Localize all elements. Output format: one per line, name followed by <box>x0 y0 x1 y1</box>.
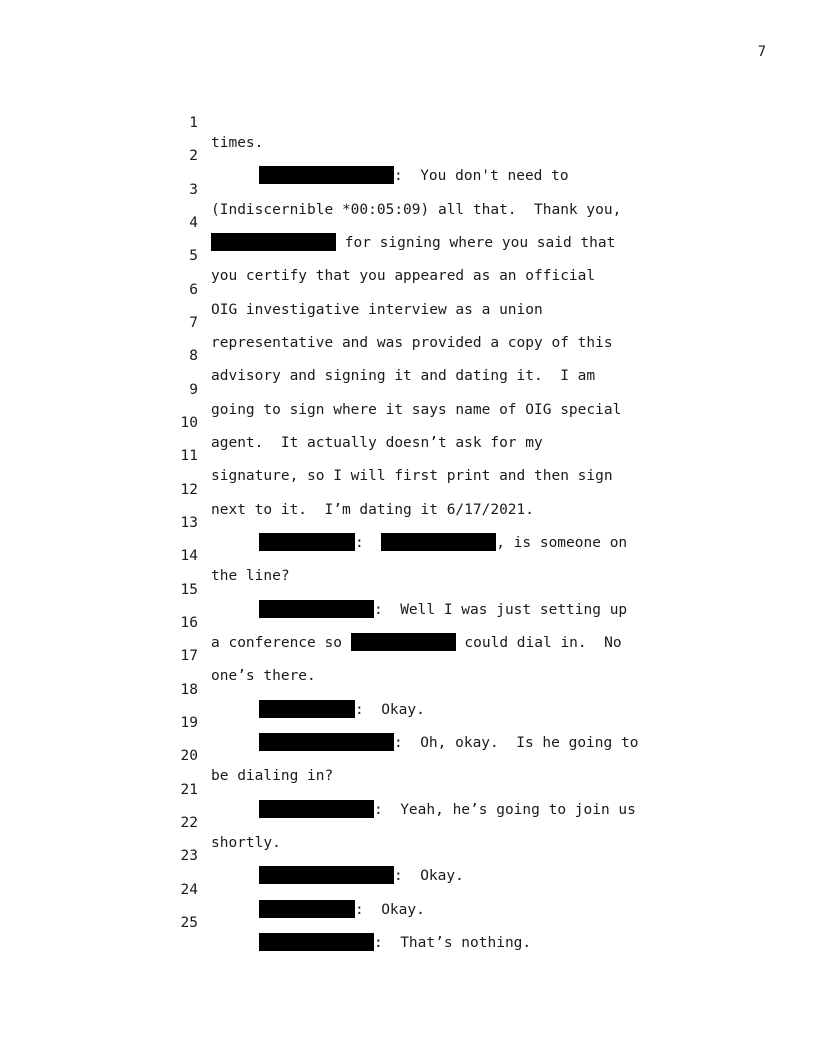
line-number: 25 <box>180 915 198 931</box>
line-text: : Yeah, he’s going to join us <box>374 802 636 818</box>
transcript-line <box>0 393 816 451</box>
line-number: 12 <box>180 482 198 498</box>
line-text: for signing where you said that <box>336 235 616 251</box>
transcript-line <box>0 160 816 218</box>
transcript-line <box>0 360 816 418</box>
transcript-line <box>0 126 816 184</box>
transcript-line <box>0 226 816 284</box>
line-text: going to sign where it says name of OIG special <box>211 402 622 418</box>
line-number: 9 <box>189 382 198 398</box>
transcript-line <box>0 426 816 484</box>
line-text: OIG investigative interview as a union <box>211 302 543 318</box>
line-number: 8 <box>189 348 198 364</box>
transcript-line <box>0 826 816 884</box>
line-text: (Indiscernible *00:05:09) all that. Thank you, <box>211 202 622 218</box>
line-number: 21 <box>180 782 198 798</box>
transcript-line <box>0 860 816 918</box>
transcript-line <box>0 260 816 318</box>
transcript-line <box>0 793 816 851</box>
transcript-line <box>0 893 816 951</box>
transcript-line <box>0 526 816 584</box>
line-number: 22 <box>180 815 198 831</box>
line-text: : Oh, okay. Is he going to <box>394 735 639 751</box>
line-text: next to it. I’m dating it 6/17/2021. <box>211 502 535 518</box>
line-number: 18 <box>180 682 198 698</box>
line-text: one’s there. <box>211 668 316 684</box>
line-text: : That’s nothing. <box>374 935 532 951</box>
transcript-line <box>0 626 816 684</box>
line-text: times. <box>211 135 264 151</box>
line-text: signature, so I will first print and then sign <box>211 468 613 484</box>
line-text: : Okay. <box>355 702 425 718</box>
line-text: , is someone on <box>496 535 628 551</box>
transcript-line <box>0 93 816 151</box>
line-text: you certify that you appeared as an official <box>211 268 596 284</box>
page-number: 7 <box>757 44 766 60</box>
line-text: : Okay. <box>394 868 464 884</box>
line-text: could dial in. No <box>455 635 622 651</box>
line-number: 24 <box>180 882 198 898</box>
line-number: 4 <box>189 215 198 231</box>
line-number: 6 <box>189 282 198 298</box>
line-text: shortly. <box>211 835 281 851</box>
line-text: : Okay. <box>355 902 425 918</box>
transcript-line <box>0 193 816 251</box>
transcript-line <box>0 460 816 518</box>
transcript-line <box>0 660 816 718</box>
redaction-box <box>259 933 374 951</box>
transcript-line <box>0 693 816 751</box>
transcript-line <box>0 293 816 351</box>
transcript-line <box>0 593 816 651</box>
line-number: 15 <box>180 582 198 598</box>
line-text: : <box>355 535 382 551</box>
transcript-line <box>0 560 816 618</box>
line-number: 2 <box>189 148 198 164</box>
line-text: representative and was provided a copy of this <box>211 335 613 351</box>
line-number: 14 <box>180 548 198 564</box>
line-text: agent. It actually doesn’t ask for my <box>211 435 543 451</box>
line-text: be dialing in? <box>211 768 334 784</box>
line-number: 17 <box>180 648 198 664</box>
line-number: 20 <box>180 748 198 764</box>
line-text-wrapper <box>211 933 531 953</box>
transcript-line <box>0 726 816 784</box>
line-number: 16 <box>180 615 198 631</box>
line-text: a conference so <box>211 635 351 651</box>
line-text: : Well I was just setting up <box>374 602 628 618</box>
line-number: 1 <box>189 115 198 131</box>
transcript-line <box>0 760 816 818</box>
line-text: the line? <box>211 568 290 584</box>
line-number: 11 <box>180 448 198 464</box>
line-number: 19 <box>180 715 198 731</box>
line-number: 13 <box>180 515 198 531</box>
line-number: 23 <box>180 848 198 864</box>
line-text: : You don't need to <box>394 168 569 184</box>
transcript-line <box>0 493 816 551</box>
transcript-line <box>0 326 816 384</box>
line-number: 5 <box>189 248 198 264</box>
line-number: 3 <box>189 182 198 198</box>
line-number: 10 <box>180 415 198 431</box>
line-number: 7 <box>189 315 198 331</box>
line-text: advisory and signing it and dating it. I am <box>211 368 596 384</box>
